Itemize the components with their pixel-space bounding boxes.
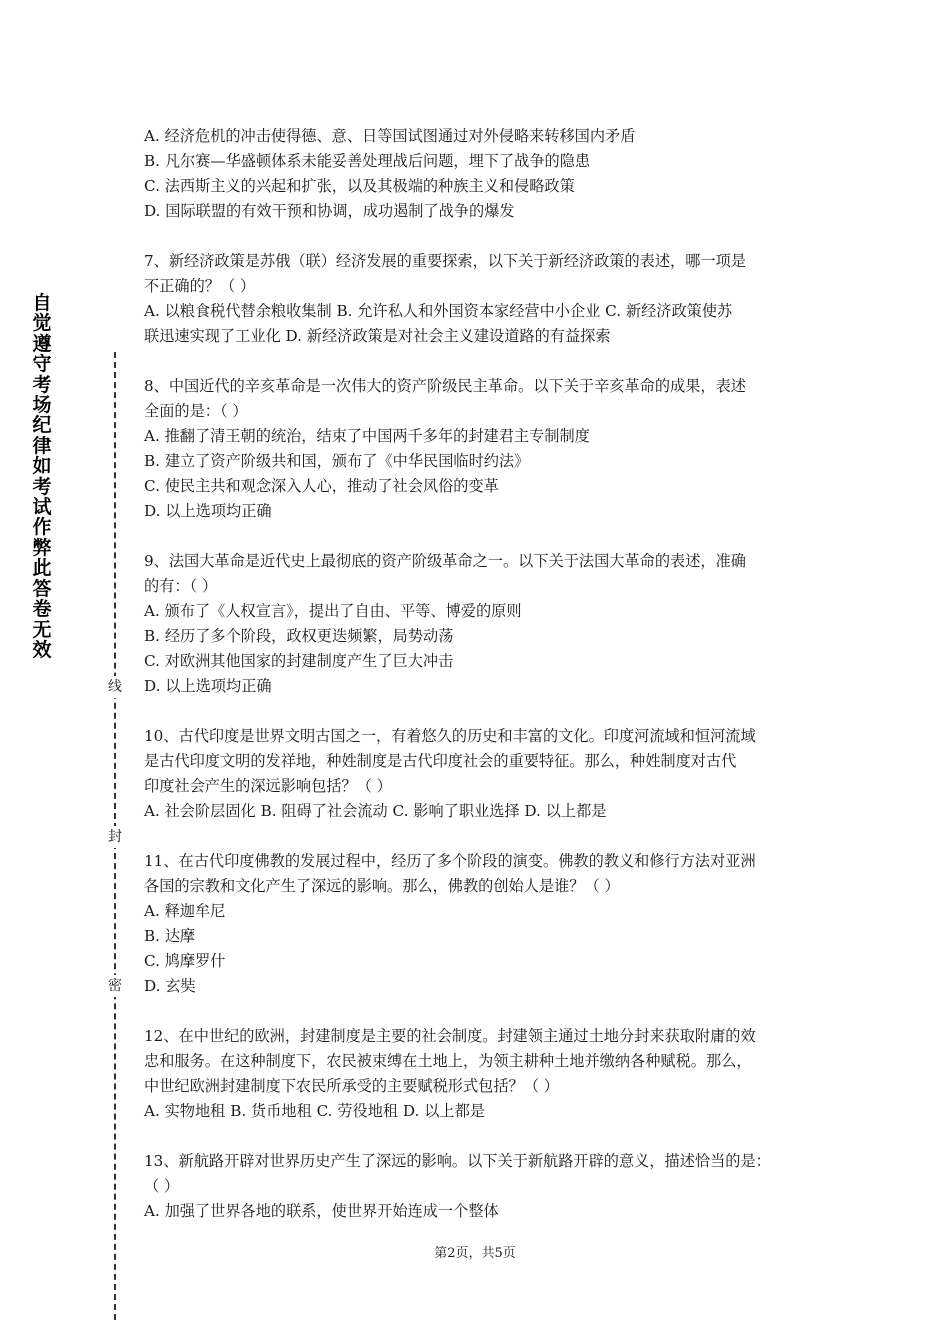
question-stem: 全面的是：（ ） (144, 402, 248, 420)
page-number-footer: 第2页，共5页 (434, 1246, 516, 1261)
question-stem: 13、新航路开辟对世界历史产生了深远的影响。以下关于新航路开辟的意义，描述恰当的是： (144, 1152, 771, 1170)
option-a: A. 推翻了清王朝的统治，结束了中国两千多年的封建君主专制制度 (144, 427, 590, 445)
question-stem: 7、新经济政策是苏俄（联）经济发展的重要探索，以下关于新经济政策的表述，哪一项是 (144, 252, 746, 270)
binding-mark-secret: 密 (106, 975, 124, 997)
option-c: C. 对欧洲其他国家的封建制度产生了巨大冲击 (144, 652, 454, 670)
question-10 (144, 724, 816, 824)
question-12 (144, 1024, 816, 1124)
option-d: D. 以上选项均正确 (144, 502, 272, 520)
option-d: D. 玄奘 (144, 977, 196, 995)
option-d: D. 以上选项均正确 (144, 677, 272, 695)
option-b: B. 凡尔赛—华盛顿体系未能妥善处理战后问题，埋下了战争的隐患 (144, 152, 591, 170)
option-b: B. 达摩 (144, 927, 196, 945)
option-c: C. 使民主共和观念深入人心，推动了社会风俗的变革 (144, 477, 499, 495)
question-11 (144, 849, 816, 999)
question-stem: 印度社会产生的深远影响包括？（ ） (144, 777, 392, 795)
question-list (144, 124, 816, 1224)
exam-rule-notice: 自觉遵守考场纪律如考试作弊此答卷无效 (32, 292, 52, 661)
question-stem: 中世纪欧洲封建制度下农民所承受的主要赋税形式包括？（ ） (144, 1077, 559, 1095)
question-stem: 11、在古代印度佛教的发展过程中，经历了多个阶段的演变。佛教的教义和修行方法对亚洲 (144, 852, 756, 870)
option-b: B. 经历了多个阶段，政权更迭频繁，局势动荡 (144, 627, 454, 645)
question-stem: 不正确的？（ ） (144, 277, 256, 295)
option-c: C. 法西斯主义的兴起和扩张，以及其极端的种族主义和侵略政策 (144, 177, 575, 195)
binding-mark-line: 线 (106, 676, 124, 698)
question-stem: 各国的宗教和文化产生了深远的影响。那么，佛教的创始人是谁？（ ） (144, 877, 620, 895)
option-c: C. 鸠摩罗什 (144, 952, 226, 970)
question-9 (144, 549, 816, 699)
question-13 (144, 1149, 816, 1224)
question-stem: （ ） (144, 1177, 180, 1195)
option-d: D. 国际联盟的有效干预和协调，成功遏制了战争的爆发 (144, 202, 515, 220)
option-b: B. 建立了资产阶级共和国，颁布了《中华民国临时约法》 (144, 452, 530, 470)
option-a: A. 释迦牟尼 (144, 902, 226, 920)
option-a: A. 加强了世界各地的联系，使世界开始连成一个整体 (144, 1202, 499, 1220)
question-stem: 是古代印度文明的发祥地，种姓制度是古代印度社会的重要特征。那么，种姓制度对古代 (144, 752, 737, 770)
option-a: A. 经济危机的冲击使得德、意、日等国试图通过对外侵略来转移国内矛盾 (144, 127, 636, 145)
question-stem: 10、古代印度是世界文明古国之一，有着悠久的历史和丰富的文化。印度河流域和恒河流域 (144, 727, 756, 745)
option-line: A. 实物地租 B. 货币地租 C. 劳役地租 D. 以上都是 (144, 1102, 485, 1120)
question-8 (144, 374, 816, 524)
question-stem: 12、在中世纪的欧洲，封建制度是主要的社会制度。封建领主通过土地分封来获取附庸的效 (144, 1027, 756, 1045)
option-line: A. 社会阶层固化 B. 阻碍了社会流动 C. 影响了职业选择 D. 以上都是 (144, 802, 607, 820)
question-stem: 的有：（ ） (144, 577, 218, 595)
question-stem: 忠和服务。在这种制度下，农民被束缚在土地上，为领主耕种土地并缴纳各种赋税。那么， (144, 1052, 752, 1070)
option-line: 联迅速实现了工业化 D. 新经济政策是对社会主义建设道路的有益探索 (144, 327, 611, 345)
option-a: A. 颁布了《人权宣言》，提出了自由、平等、博爱的原则 (144, 602, 522, 620)
binding-mark-seal: 封 (106, 826, 124, 848)
question-stem: 8、中国近代的辛亥革命是一次伟大的资产阶级民主革命。以下关于辛亥革命的成果，表述 (144, 377, 746, 395)
option-line: A. 以粮食税代替余粮收集制 B. 允许私人和外国资本家经营中小企业 C. 新经济政策使苏 (144, 302, 733, 320)
question-stem: 9、法国大革命是近代史上最彻底的资产阶级革命之一。以下关于法国大革命的表述，准确 (144, 552, 746, 570)
question-6-continued (144, 124, 816, 224)
question-7 (144, 249, 816, 349)
